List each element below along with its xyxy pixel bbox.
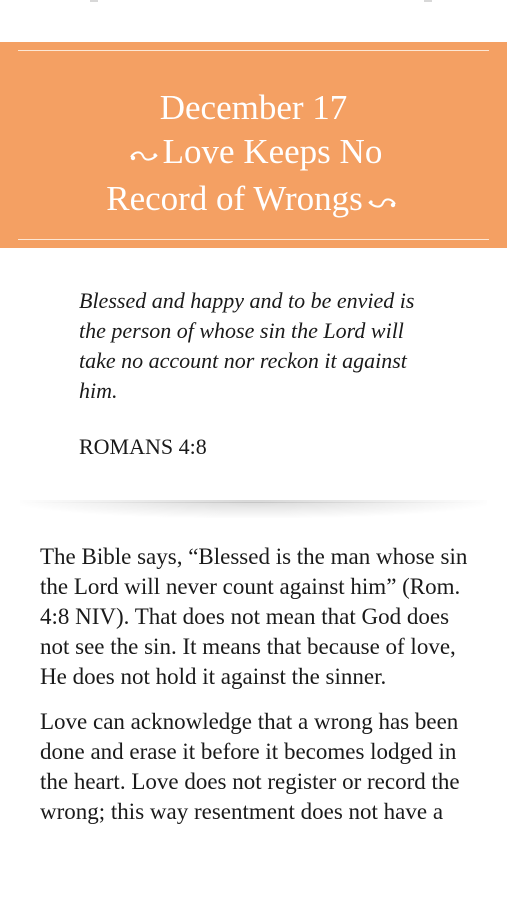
devotional-header-banner (0, 42, 507, 248)
scripture-verse: Blessed and happy and to be envied is the person of whose sin the Lord will take no account nor reckon it against him. (79, 288, 415, 403)
devotional-title-line1: Love Keeps No (162, 132, 383, 171)
devotional-body (40, 542, 480, 842)
top-nub-left (90, 0, 98, 2)
devotional-title-line2: Record of Wrongs (106, 178, 363, 218)
banner-bottom-rule (18, 239, 489, 240)
devotional-title (0, 86, 507, 224)
body-paragraph-2: Love can acknowledge that a wrong has been done and erase it before it becomes lodged in the heart. Love does not register or record the wrong; this way resentment does not have a (40, 709, 460, 824)
devotional-date: December 17 (159, 88, 348, 127)
banner-top-rule (18, 50, 489, 51)
top-nub-right (424, 0, 432, 2)
section-divider-line (20, 502, 487, 503)
body-paragraph-1: The Bible says, “Blessed is the man whose sin the Lord will never count against him” (Rom. 4:8 NIV). That does not mean that God does not see the sin. It means that because of love, He does not hold it against the sinner. (40, 544, 468, 689)
top-strip (0, 0, 507, 42)
flourish-left-icon (129, 135, 159, 179)
flourish-right-icon (367, 182, 397, 226)
scripture-reference: ROMANS 4:8 (79, 434, 207, 459)
